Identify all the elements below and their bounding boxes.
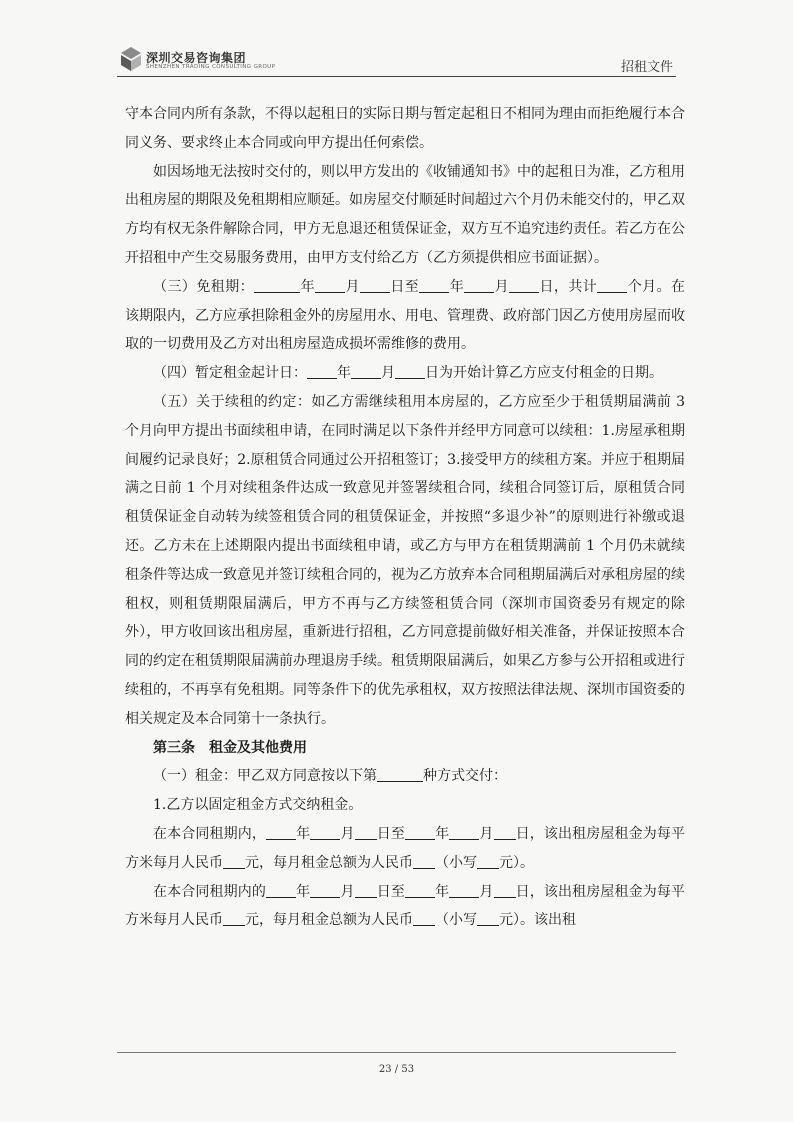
blank-field — [360, 277, 390, 293]
blank-field — [597, 277, 627, 293]
document-type: 招租文件 — [620, 60, 673, 75]
paragraph-fixed-rent: 1.乙方以固定租金方式交纳租金。 — [153, 797, 363, 814]
page-number: 23 / 53 — [378, 1064, 415, 1075]
blank-field — [355, 824, 377, 840]
header-divider — [117, 76, 676, 77]
blank-field — [355, 882, 377, 898]
blank-field — [351, 363, 381, 379]
blank-field — [310, 824, 340, 840]
paragraph-rent-start-date: （四）暂定租金起计日： 年 月 日为开始计算乙方应支付租金的日期。 — [153, 365, 663, 382]
blank-field — [405, 882, 435, 898]
blank-field — [254, 277, 300, 293]
blank-field — [464, 277, 494, 293]
company-name-en: SHENZHEN TRADING CONSULTING GROUP — [146, 64, 276, 70]
blank-field — [449, 824, 479, 840]
logo-mark-icon — [120, 46, 142, 72]
blank-field — [395, 363, 425, 379]
paragraph-rent-method: （一）租金：甲乙双方同意按以下第 种方式交付： — [153, 768, 507, 785]
blank-field — [413, 853, 435, 869]
blank-field — [477, 853, 499, 869]
blank-field — [449, 882, 479, 898]
blank-field — [223, 910, 245, 926]
blank-field — [509, 277, 539, 293]
blank-field — [266, 882, 296, 898]
page-header — [0, 0, 793, 80]
blank-field — [223, 853, 245, 869]
blank-field — [405, 824, 435, 840]
blank-field — [494, 882, 516, 898]
blank-field — [266, 824, 296, 840]
blank-field — [315, 277, 345, 293]
blank-field — [377, 766, 423, 782]
section-heading: 第三条 租金及其他费用 — [153, 739, 307, 756]
blank-field — [310, 882, 340, 898]
blank-field — [307, 363, 337, 379]
paragraph-rent-free-period: （三）免租期： 年 月 日至 年 月 日，共计 个月。在该期限内，乙方应承担除租金外的房屋用水、用电、管理费、政府部门因乙方使用房屋而收取的一切费用及乙方对出租房屋造成损坏需维修的费用。 — [125, 278, 686, 353]
footer-divider — [117, 1052, 676, 1053]
blank-field — [419, 277, 449, 293]
blank-field — [494, 824, 516, 840]
blank-field — [477, 910, 499, 926]
paragraph-rent-period-1: 在本合同租期内， 年 月 日至 年 月 日，该出租房屋租金为每平方米每月人民币 元，每月租金总额为人民币 （小写 元）。 — [125, 825, 686, 871]
company-name-cn: 深圳交易咨询集团 — [146, 51, 247, 65]
paragraph-1: 守本合同内所有条款，不得以起租日的实际日期与暂定起租日不相同为理由而拒绝履行本合同义务、要求终止本合同或向甲方提出任何索偿。 — [125, 106, 685, 151]
document-body — [125, 100, 685, 935]
paragraph-2: 如因场地无法按时交付的，则以甲方发出的《收铺通知书》中的起租日为准，乙方租用出租房屋的期限及免租期相应顺延。如房屋交付顺延时间超过六个月仍未能交付的，甲乙双方均有权无条件解除合同，甲方无息退还租赁保证金，双方互不追究违约责任。若乙方在公开招租中产生交易服务费用，由甲方支付给乙方（乙方须提供相应书面证据）。 — [125, 163, 685, 266]
paragraph-renewal: （五）关于续租的约定：如乙方需继续租用本房屋的，乙方应至少于租赁期届满前 3 个月向甲方提出书面续租申请，在同时满足以下条件并经甲方同意可以续租：1.房屋承租期间履约记录良好；2.原租赁合同通过公开招租签订；3.接受甲方的续租方案。并应于租期届满之日前 1 个月对续租条件达成一致意见并签署续租合同，续租合同签订后，原租赁合同租赁保证金自动转为续签租赁合同的租赁保证金，并按照“多退少补”的原则进行补缴或退还。乙方未在上述期限内提出书面续租申请，或乙方与甲方在租赁期满前 1 个月仍未就续租条件等达成一致意见并签订续租合同的，视为乙方放弃本合同租期届满后对承租房屋的续租权，则租赁期限届满后，甲方不再与乙方续签租赁合同（深圳市国资委另有规定的除外），甲方收回该出租房屋，重新进行招租，乙方同意提前做好相关准备，并保证按照本合同的约定在租赁期限届满前办理退房手续。租赁期限届满后，如果乙方参与公开招租或进行续租的，不再享有免租期。同等条件下的优先承租权，双方按照法律法规、深圳市国资委的相关规定及本合同第十一条执行。 — [125, 393, 685, 727]
blank-field — [413, 910, 435, 926]
company-logo — [120, 46, 280, 76]
paragraph-rent-period-2: 在本合同租期内的 年 月 日至 年 月 日，该出租房屋租金为每平方米每月人民币 元，每月租金总额为人民币 （小写 元）。该出租 — [125, 883, 686, 929]
